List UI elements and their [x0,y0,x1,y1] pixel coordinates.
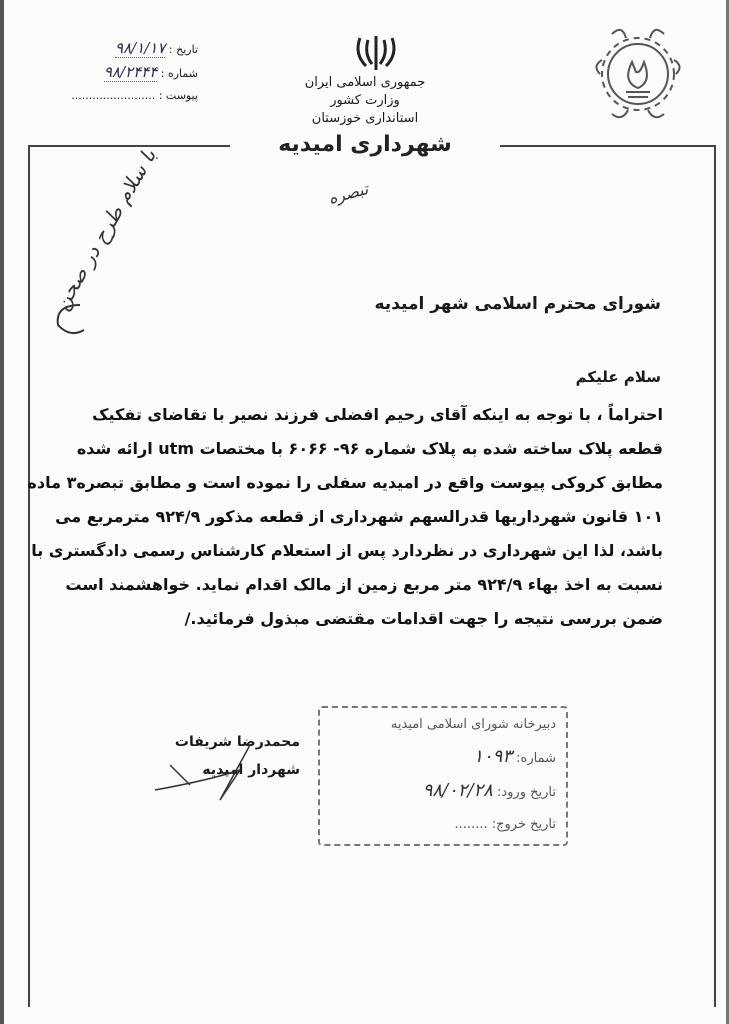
scan-edge-left [0,0,4,1024]
handwritten-stroke-icon [50,300,90,340]
letterhead-province: استانداری خوزستان [311,111,419,126]
stamp-entry-label: تاریخ ورود: [496,785,556,800]
stamp-exit-value: ........ [454,817,488,832]
stamp-entry-value: ۹۸/۰۲/۲۸ [422,780,493,801]
iran-emblem-icon [352,34,400,72]
letterhead-country: جمهوری اسلامی ایران [304,75,426,90]
municipality-logo-icon [592,22,684,122]
body-line-5: باشد، لذا این شهرداری در نظردارد پس از استعلام کارشناس رسمی دادگستری با [31,541,663,560]
date-label: تاریخ : [168,43,198,56]
body-line-2: قطعه پلاک ساخته شده به پلاک شماره ۹۶- ۶۰۶۶ با مختصات utm ارائه شده [76,439,663,458]
letterhead-lines [260,74,470,128]
signature-icon [150,740,270,810]
letter-meta [28,36,198,108]
body-line-4: ۱۰۱ قانون شهرداریها قدرالسهم شهرداری از قطعه مذکور ۹۲۴/۹ مترمربع می [55,507,663,526]
handwritten-initial: تبصره [326,179,371,208]
signer-title: شهردار امیدیه [202,762,300,778]
number-label: شماره : [160,67,198,80]
municipality-title: شهرداری امیدیه [230,128,500,162]
body-line-7: ضمن بررسی نتیجه را جهت اقدامات مقتضی مبذول فرمائید./ [184,609,663,628]
number-value: ۹۸/۲۴۴۴ [103,63,158,81]
date-value: ۹۸/۱/۱۷ [115,39,166,57]
greeting: سلام علیکم [575,368,661,386]
stamp-exit-label: تاریخ خروج: [491,817,556,832]
letter-body [23,398,663,636]
body-line-1: احتراماً ، با توجه به اینکه آقای رحیم افضلی فرزند نصیر با تقاضای تفکیک [92,405,663,424]
recipient: شورای محترم اسلامی شهر امیدیه [374,294,661,314]
stamp-header: دبیرخانه شورای اسلامی امیدیه [390,717,556,732]
stamp-number-label: شماره: [516,751,556,766]
letterhead-ministry: وزارت کشور [330,93,400,108]
handwritten-margin-note: با سلام طرح در صحن [49,144,161,314]
signer-name: محمدرضا شریفات [174,734,300,750]
attachment-value: ........................ [71,89,156,102]
attachment-label: پیوست : [158,89,198,102]
stamp-number-value: ۱۰۹۳ [473,746,513,767]
council-secretariat-stamp [318,706,568,846]
body-line-6: نسبت به اخذ بهاء ۹۲۴/۹ متر مربع زمین از مالک اقدام نماید. خواهشمند است [65,575,663,594]
body-line-3: مطابق کروکی پیوست واقع در امیدیه سفلی را نموده است و مطابق تبصره۳ ماده [27,473,663,492]
